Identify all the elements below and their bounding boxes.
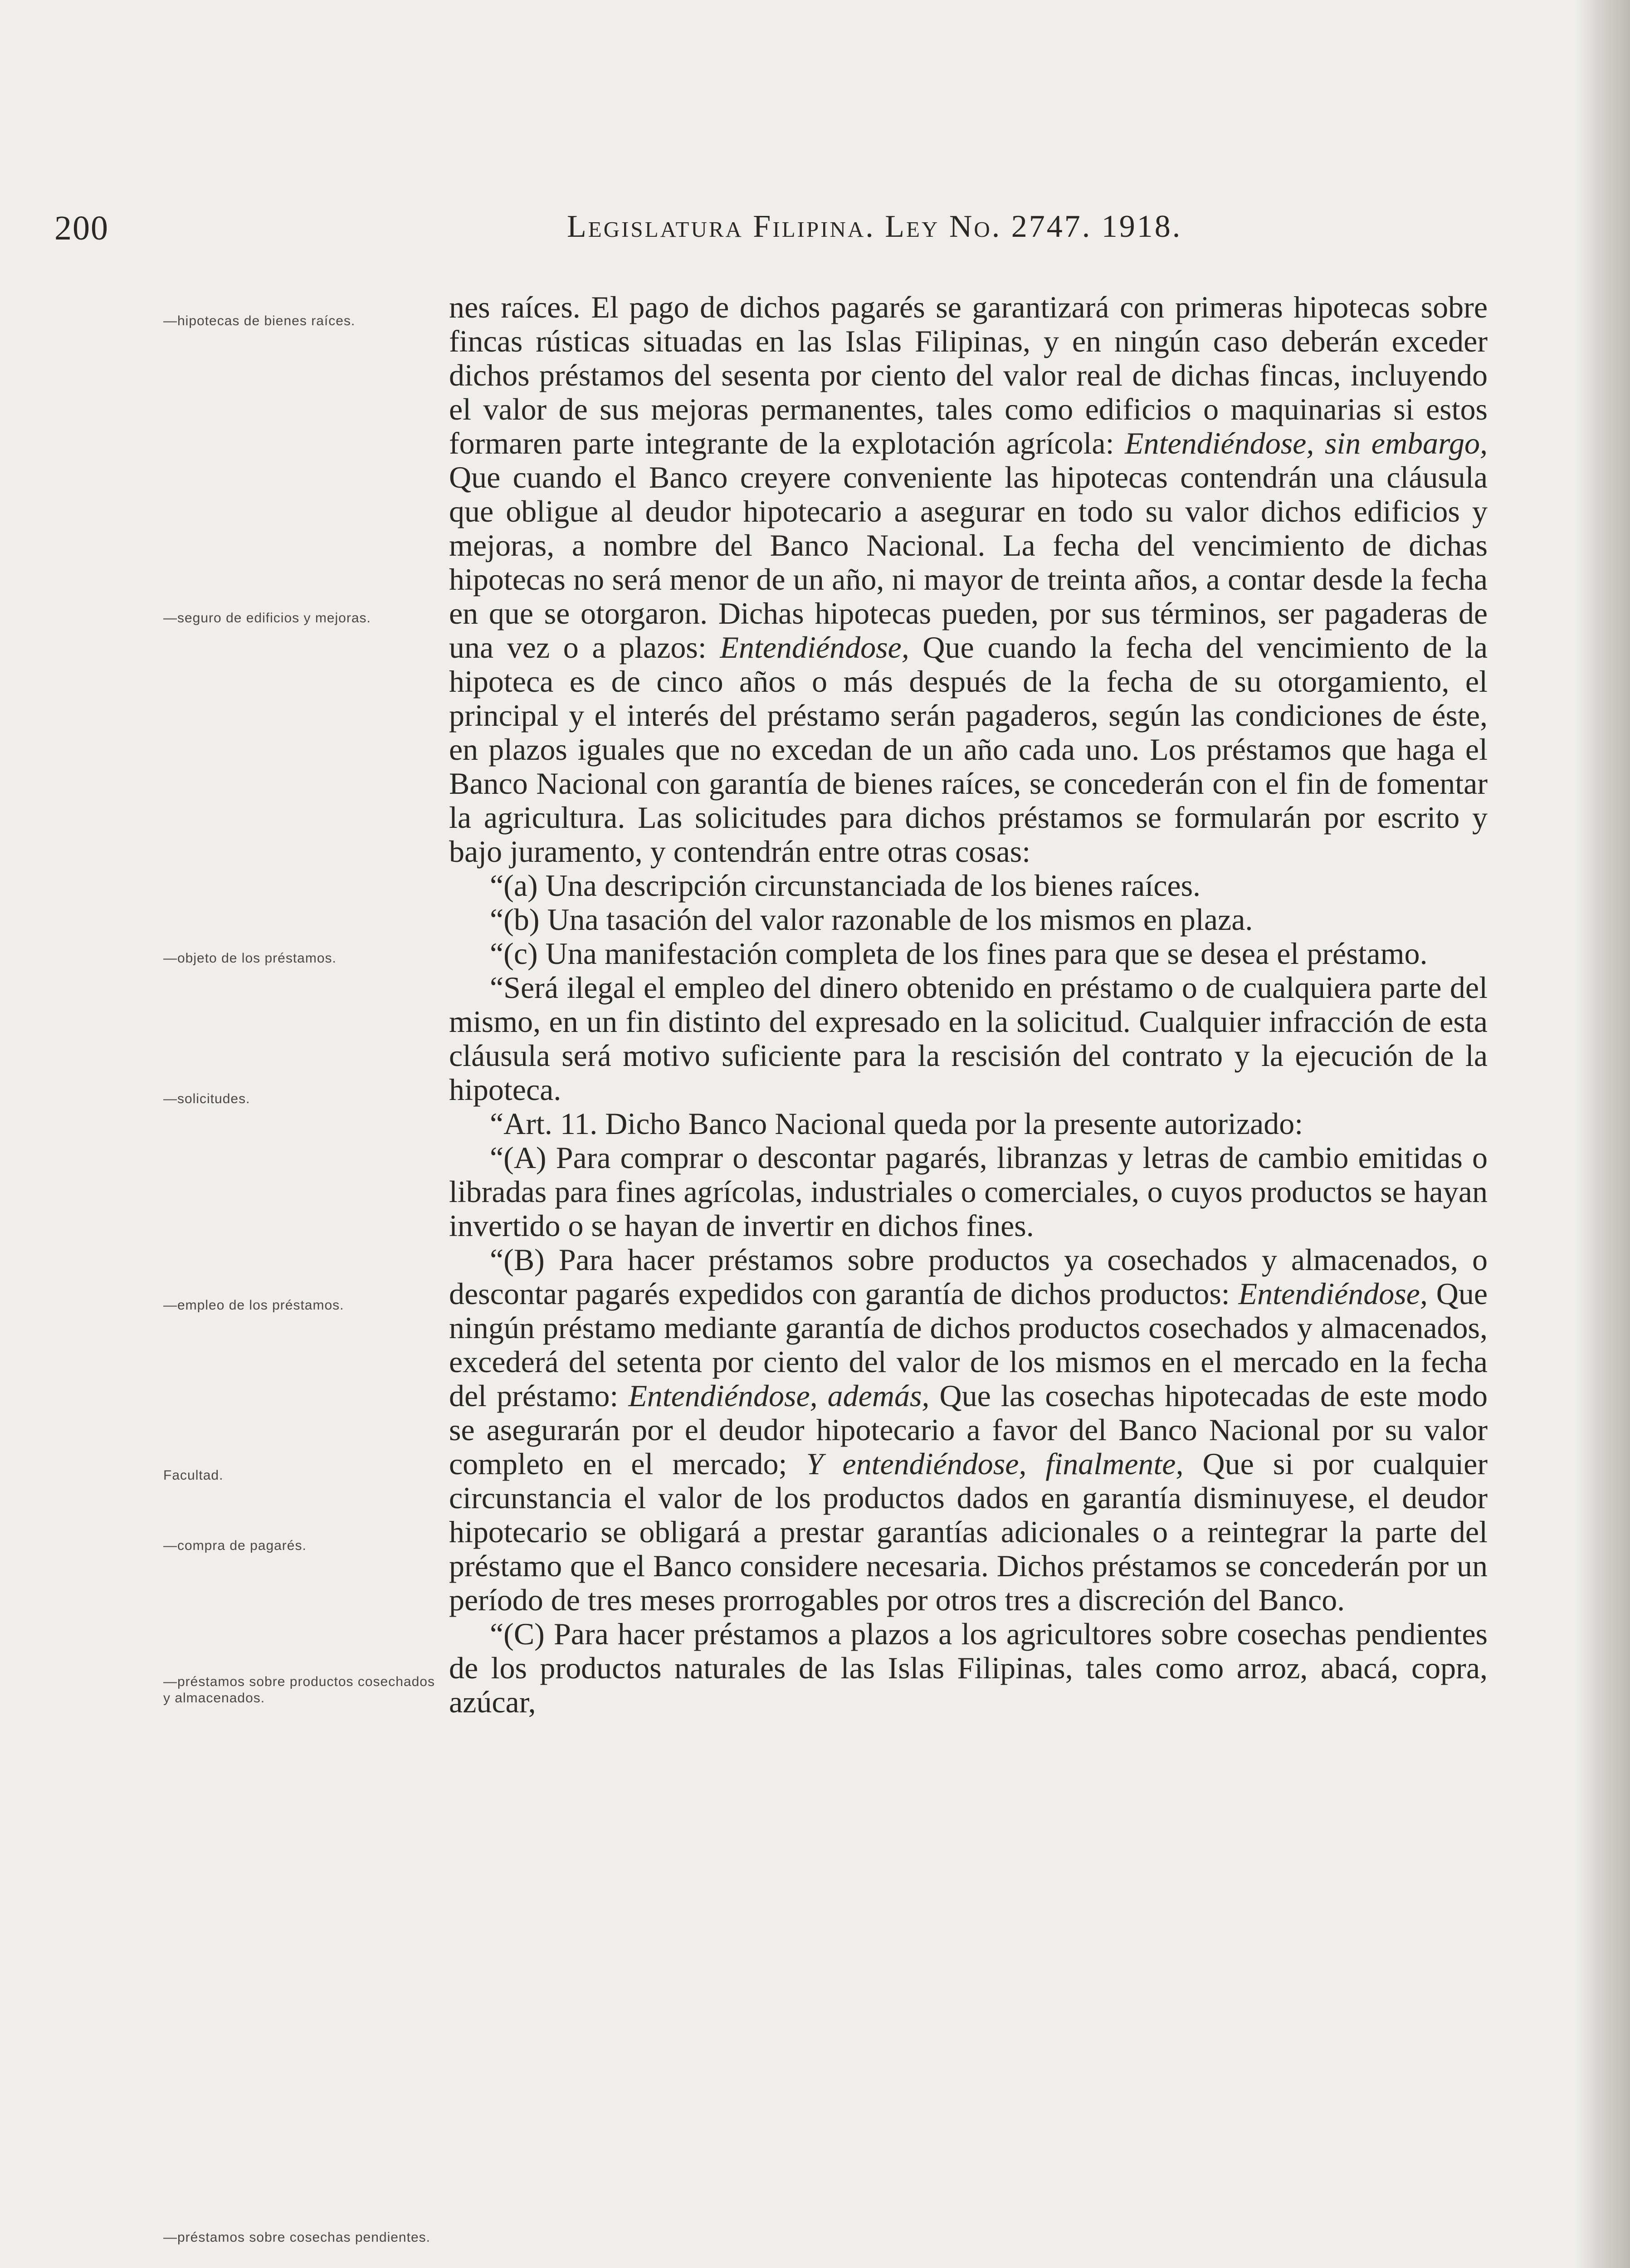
margin-note-facultad: Facultad. bbox=[163, 1468, 224, 1483]
paragraph-empleo: “Será ilegal el empleo del dinero obtenido en préstamo o de cualquiera parte del mismo, en un fin distinto del expresado en la solicitud. Cualquier infracción de esta cláusula será motivo suficiente para la rescisión del contrato y la ejecución de la hipoteca. bbox=[449, 970, 1488, 1107]
paragraph-A: “(A) Para comprar o descontar pagarés, libranzas y letras de cambio emitidas o libradas para fines agrícolas, industriales o comerciales, o cuyos productos se hayan invertido o se hayan de invertir en dichos fines. bbox=[449, 1140, 1488, 1243]
item-b: “(b) Una tasación del valor razonable de los mismos en plaza. bbox=[490, 902, 1253, 937]
margin-note-seguro: —seguro de edificios y mejoras. bbox=[163, 611, 371, 626]
paragraph-hipotecas bbox=[449, 290, 1488, 869]
page-number: 200 bbox=[54, 209, 109, 247]
text-segment: nes raíces. El pago de dichos pagarés se garantizará con primeras hipotecas sobre fincas rústicas situadas en las Islas Filipinas, y en ningún caso deberán exceder dichos préstamos del sesenta por ciento del valor real de dichas fincas, incluyendo el valor de sus mejoras permanentes, tales como edificios o maquinarias si estos formaren parte integrante de la explotación agrícola: bbox=[449, 290, 1488, 460]
running-head: Legislatura Filipina. Ley No. 2747. 1918. bbox=[567, 209, 1182, 244]
text-segment: Que si por cualquier circunstancia el valor de los productos dados en garantía disminuyese, el deudor hipotecario se obligará a prestar garantías adicionales o a reintegrar la parte del préstamo que el Banco considere necesaria. Dichos préstamos se concederán por un período de tres meses prorrogables por otros tres a discreción del Banco. bbox=[449, 1447, 1488, 1617]
item-c: “(c) Una manifestación completa de los fines para que se desea el préstamo. bbox=[490, 936, 1428, 971]
margin-note-compra: —compra de pagarés. bbox=[163, 1538, 307, 1553]
margin-note-hipotecas: —hipotecas de bienes raíces. bbox=[163, 313, 356, 328]
page-header bbox=[54, 200, 1488, 249]
text-segment: Que cuando la fecha del vencimiento de la hipoteca es de cinco años o más después de la fecha de su otorgamiento, el principal y el interés del préstamo serán pagaderos, según las condiciones de éste, en plazos iguales que no excedan de un año cada uno. Los préstamos que haga el Banco Nacional con garantía de bienes raíces, se concederán con el fin de fomentar la agricultura. Las solicitudes para dichos préstamos se formularán por escrito y bajo juramento, y contendrán entre otras cosas: bbox=[449, 630, 1488, 869]
paragraph-B bbox=[449, 1243, 1488, 1617]
paragraph-C: “(C) Para hacer préstamos a plazos a los agricultores sobre cosechas pendientes de los productos naturales de las Islas Filipinas, tales como arroz, abacá, copra, azúcar, bbox=[449, 1617, 1488, 1719]
margin-note-productos-cosechados: —préstamos sobre productos cosechados y almacenados. bbox=[163, 1674, 435, 1706]
italic-segment: Y entendiéndose, finalmente, bbox=[806, 1447, 1184, 1481]
text-segment: Que ningún préstamo mediante garantía de dichos productos cosechados y almacenados, excederá del setenta por ciento del valor de los mismos en el mercado en la fecha del préstamo: bbox=[449, 1276, 1488, 1413]
margin-note-empleo: —empleo de los préstamos. bbox=[163, 1298, 344, 1313]
italic-segment: Entendiéndose, sin embargo, bbox=[1125, 426, 1488, 460]
item-a: “(a) Una descripción circunstanciada de los bienes raíces. bbox=[490, 868, 1201, 903]
page-edge-shadow bbox=[1576, 0, 1630, 2268]
text-segment: Que cuando el Banco creyere conveniente las hipotecas contendrán una cláusula que obligue al deudor hipotecario a asegurar en todo su valor dichos edificios y mejoras, a nombre del Banco Nacional. La fecha del vencimiento de dichas hipotecas no será menor de un año, ni mayor de treinta años, a contar desde la fecha en que se otorgaron. Dichas hipotecas pueden, por sus términos, ser pagaderas de una vez o a plazos: bbox=[449, 460, 1488, 665]
text-segment: “(B) Para hacer préstamos sobre productos ya cosechados y almacenados, o descontar pagarés expedidos con garantía de dichos productos: bbox=[449, 1242, 1488, 1311]
margin-note-objeto: —objeto de los préstamos. bbox=[163, 951, 337, 966]
italic-segment: Entendiéndose, bbox=[720, 630, 909, 665]
italic-segment: Entendiéndose, bbox=[1238, 1276, 1428, 1311]
text-segment: Que las cosechas hipotecadas de este modo se asegurarán por el deudor hipotecario a favor del Banco Nacional por su valor completo en el mercado; bbox=[449, 1378, 1488, 1481]
italic-segment: Entendiéndose, además, bbox=[628, 1378, 930, 1413]
paragraph-art-11: “Art. 11. Dicho Banco Nacional queda por la presente autorizado: bbox=[490, 1106, 1303, 1141]
body-text bbox=[449, 290, 1488, 1719]
margin-note-cosechas-pendientes: —préstamos sobre cosechas pendientes. bbox=[163, 2230, 430, 2245]
margin-note-solicitudes: —solicitudes. bbox=[163, 1091, 250, 1106]
